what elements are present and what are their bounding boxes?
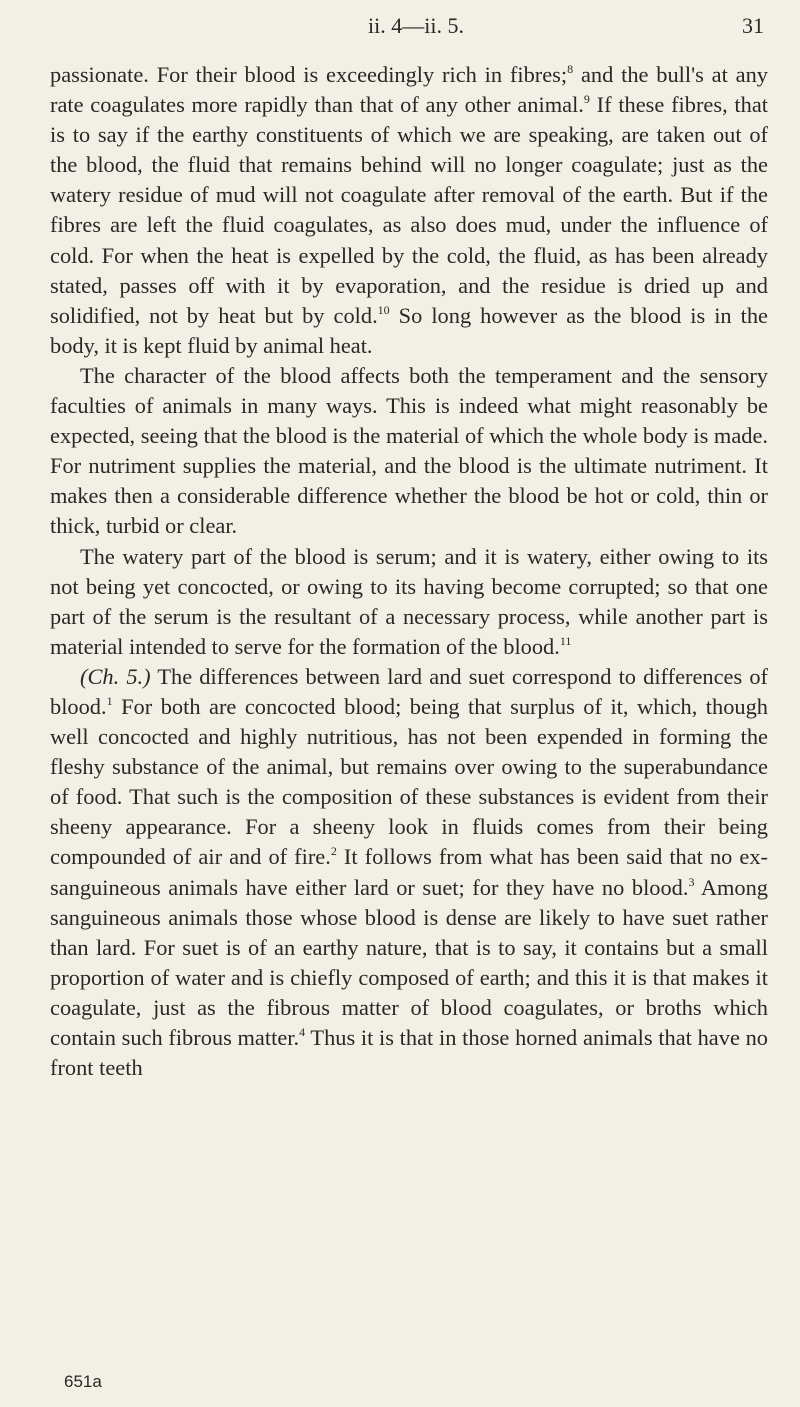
text-run: So long however as the blood is in the body, it is kept fluid by animal heat. [50, 302, 768, 358]
text-run: Among sanguineous animals those whose blood is dense are likely to have suet rather than lard. For suet is of an earthy nature, that is to say, it contains but a small proportion of water and is chiefly composed of earth; and this it is that makes it coagulate, just as the fibrous matter of blood coagulates, or broths which contain such fibrous matter. [50, 874, 768, 1050]
body-text [50, 60, 768, 1083]
footnote-ref: 4 [299, 1025, 306, 1039]
text-run: It follows from what has been said that no ex-sanguineous animals have either lard or suet; for they have no blood. [50, 844, 768, 900]
footnote-ref: 2 [330, 844, 337, 859]
footnote-ref: 10 [377, 302, 390, 317]
text-run: The watery part of the blood is serum; and it is watery, either owing to its not being yet concocted, or owing to its having become corrupted; so that one part of the serum is the resultant of a necessary process, while another part is material intended to serve for the formation of the blood. [50, 543, 768, 659]
signature-mark: 651a [64, 1372, 102, 1391]
paragraph [50, 542, 768, 662]
footnote-ref: 11 [559, 633, 572, 648]
paragraph [50, 60, 768, 361]
text-run: The differences between lard and suet correspond to differences of blood. [50, 663, 768, 719]
footnote-ref: 8 [567, 62, 574, 76]
page-number: 31 [742, 13, 764, 38]
chapter-marker: (Ch. 5.) [80, 663, 151, 689]
footnote-ref: 1 [106, 693, 113, 708]
text-run: For both are concocted blood; being that surplus of it, which, though well concocted and highly nutritious, has not been expended in forming the fleshy substance of the animal, but remains over owing to the superabundance of food. That such is the composition of these substances is evident from their sheeny appearance. For a sheeny look in fluids comes from their being compounded of air and of fire. [50, 693, 768, 870]
footnote-ref: 9 [583, 92, 590, 107]
text-run: The character of the blood affects both the temperament and the sensory faculties of animals in many ways. This is indeed what might reasonably be expected, seeing that the blood is the material of which the whole body is made. For nutriment supplies the material, and the blood is the ultimate nutriment. It makes then a considerable difference whether the blood be hot or cold, thin or thick, turbid or clear. [50, 362, 768, 539]
section-reference: ii. 4—ii. 5. [368, 13, 464, 38]
text-run: If these fibres, that is to say if the earthy constituents of which we are speaking, are taken out of the blood, the fluid that remains behind will no longer coagulate; just as the watery residue of mud will not coagulate after removal of the earth. But if the fibres are left the fluid coagulates, as also does mud, under the influence of cold. For when the heat is expelled by the cold, the fluid, as has been already stated, passes off with it by evaporation, and the residue is dried up and solidified, not by heat but by cold. [50, 92, 768, 328]
footnote-ref: 3 [688, 874, 695, 889]
paragraph [50, 361, 768, 542]
paragraph [50, 662, 768, 1083]
text-run: and the bull's at any rate coagulates more rapidly than that of any other animal. [50, 62, 768, 118]
text-run: passionate. For their blood is exceedingly rich in fibres; [50, 62, 568, 87]
text-run: Thus it is that in those horned animals that have no front teeth [50, 1025, 768, 1081]
